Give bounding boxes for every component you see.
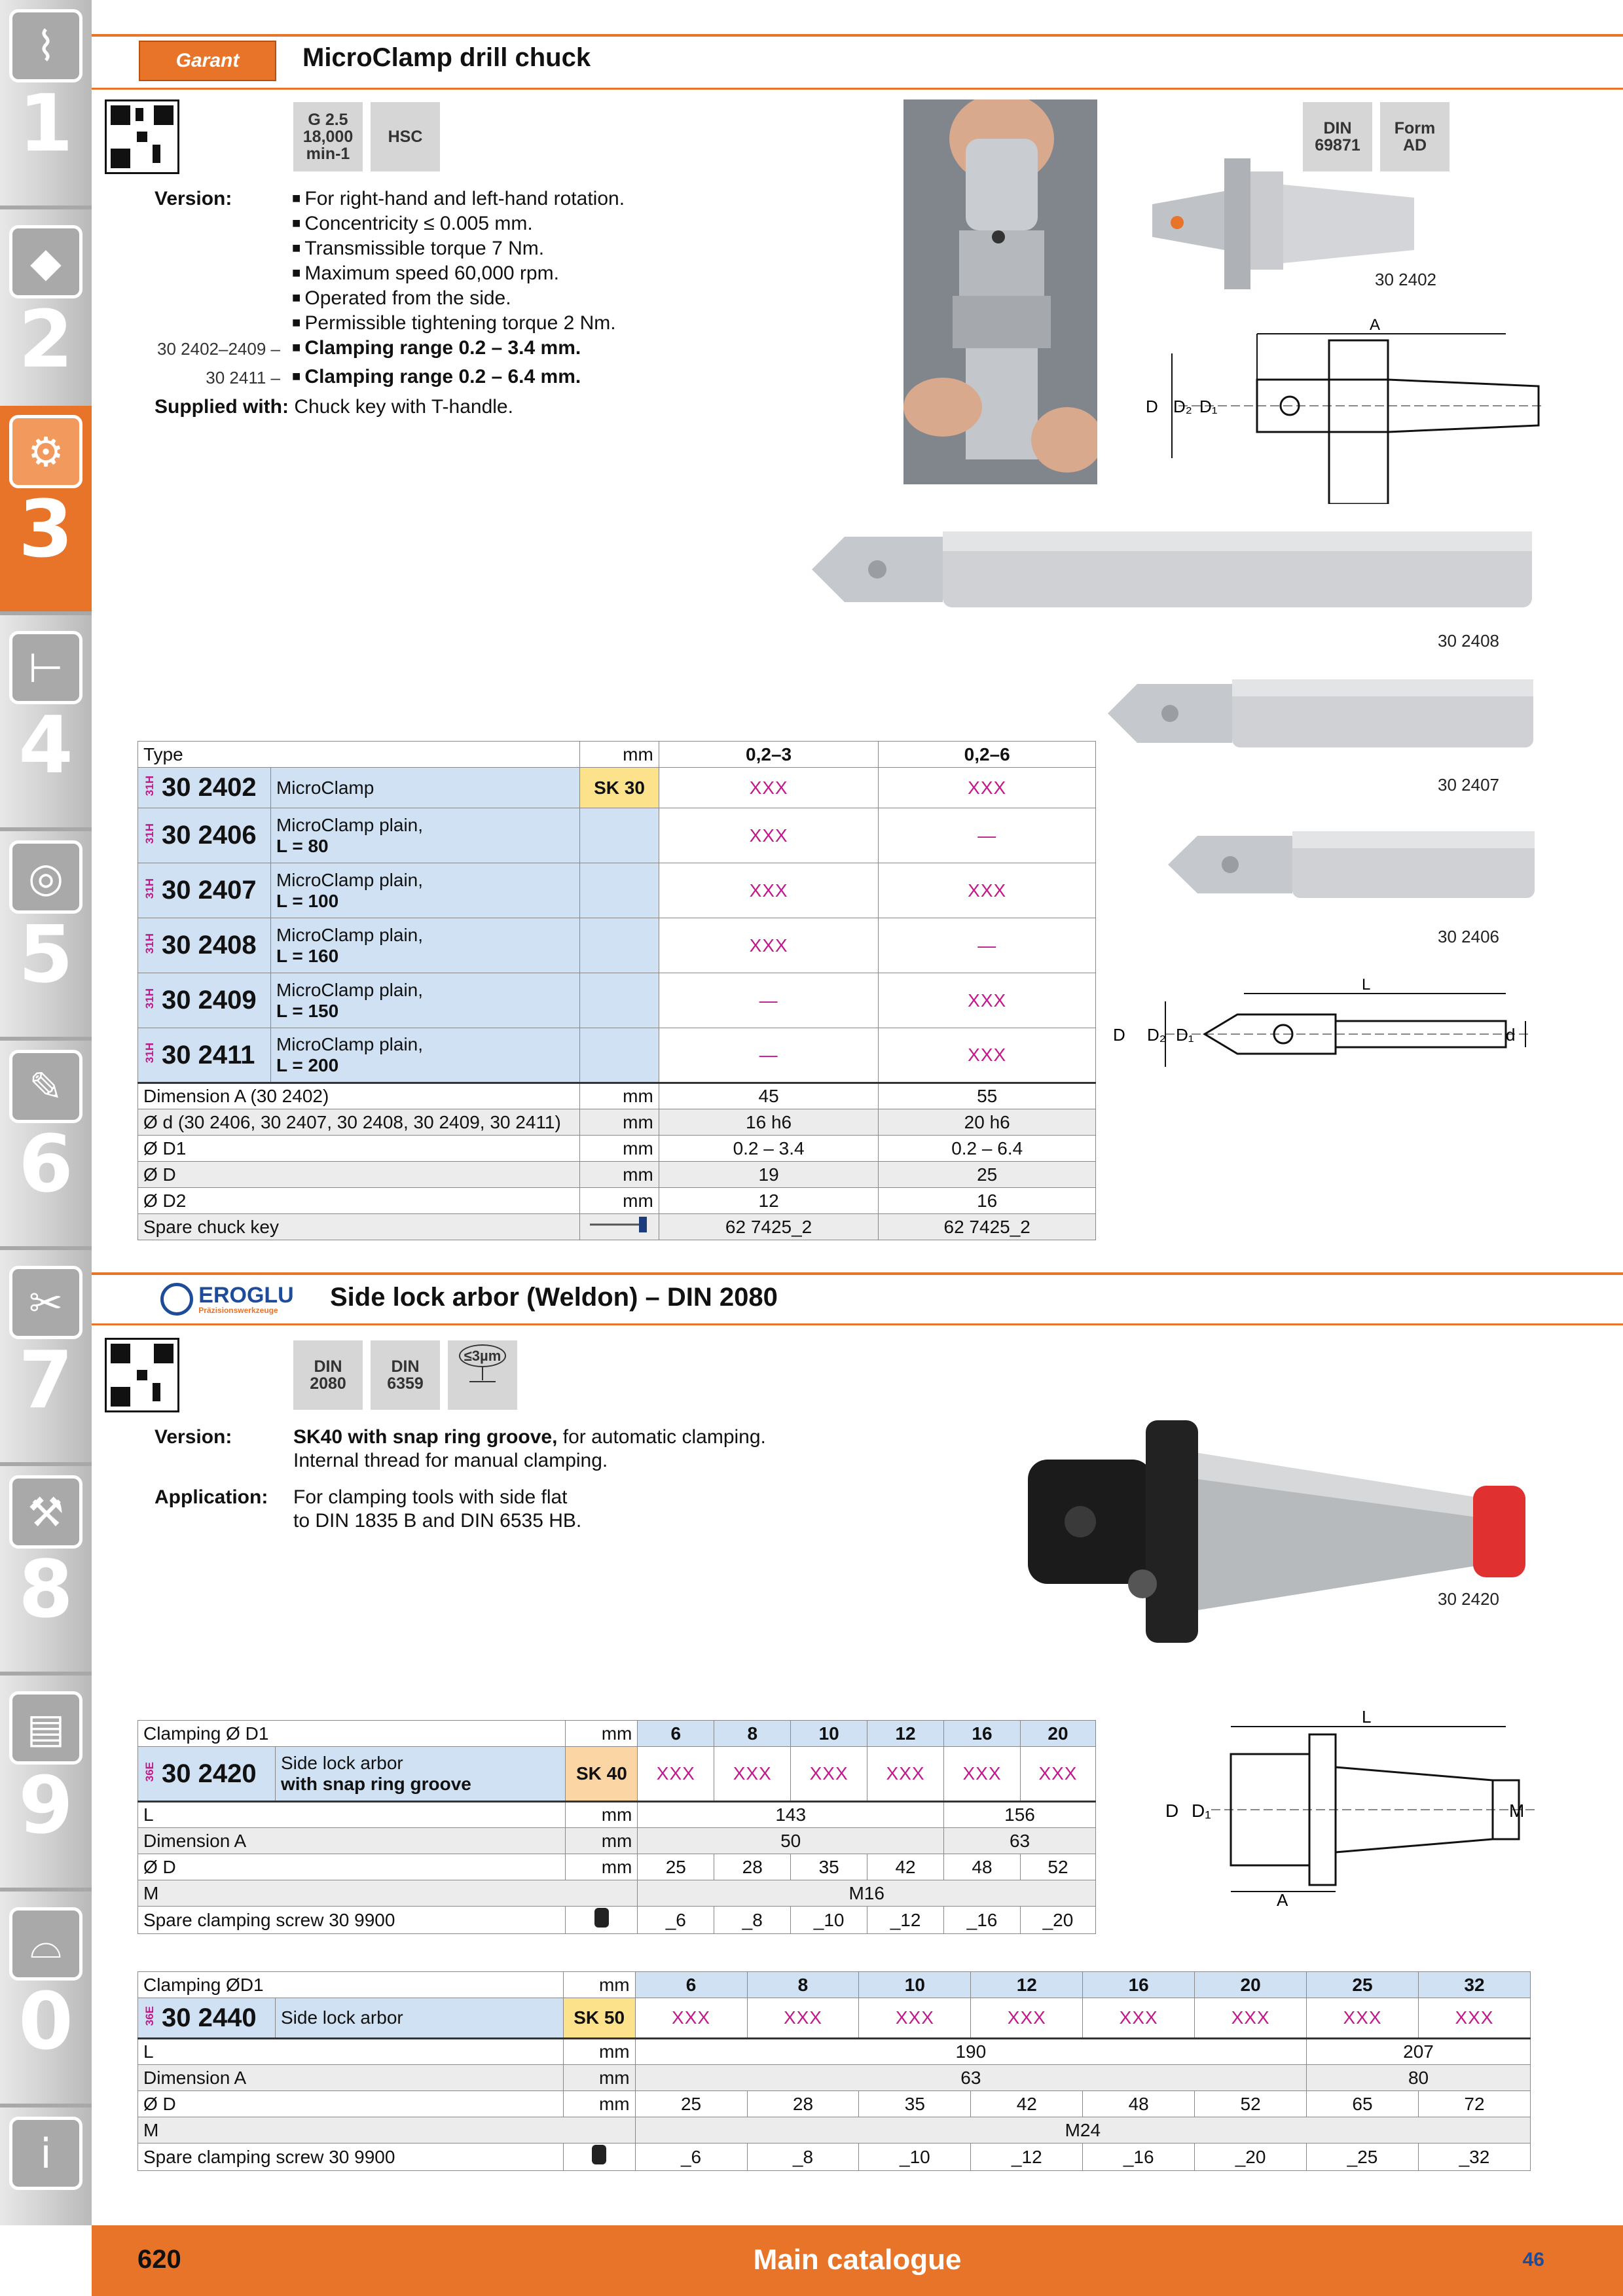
spec-row: Ø D mm 25 28 35 42 48 52 65 72 <box>138 2091 1531 2117</box>
sk50-arbor-table: Clamping ØD1 mm 6 8 10 12 16 20 25 32 36E 30 2440 Side lock arbor SK 50 XXX XXX XXX XXX XXX XXX XXX XXX L mm 190 207 Dimension A mm 63 80 Ø D mm 25 28 35 42 48 52 65 72 M M24 Spare clamping screw 30 9900 _6 _8 _10 _12 _16 _20 _25 _32 <box>137 1971 1531 2171</box>
feature-item: ■ Transmissible torque 7 Nm. <box>292 237 625 262</box>
article-number[interactable]: 30 2408 <box>162 931 257 960</box>
header-clamping: Clamping ØD1 <box>138 1972 564 1998</box>
chapter-number: 5 <box>18 910 73 1001</box>
header-type: Type <box>138 742 580 768</box>
feature-list <box>292 187 625 336</box>
tools-icon: ⚒ <box>9 1475 82 1549</box>
svg-text:D: D <box>1146 397 1158 416</box>
svg-text:L: L <box>1362 976 1371 994</box>
info-icon: i <box>9 2117 82 2190</box>
table-row[interactable]: 36E 30 2440 Side lock arbor SK 50 XXX XXX XXX XXX XXX XXX XXX XXX <box>138 1998 1531 2039</box>
caption-30-2408: 30 2408 <box>1438 631 1499 651</box>
din-2080-badge: DIN 2080 <box>293 1340 363 1410</box>
footer-title: Main catalogue <box>753 2244 962 2276</box>
section-underline <box>92 1323 1623 1325</box>
svg-text:D: D <box>1165 1801 1179 1821</box>
feature-item: ■ Permissible tightening torque 2 Nm. <box>292 312 625 336</box>
chapter-number: 9 <box>18 1761 73 1852</box>
chapter-number: 2 <box>18 295 73 386</box>
chapter-number: 7 <box>18 1335 73 1426</box>
chuck-icon: ⚙ <box>9 415 82 488</box>
feature-item: ■ Concentricity ≤ 0.005 mm. <box>292 212 625 237</box>
din-69871-badge: DIN 69871 <box>1303 102 1372 171</box>
table-row[interactable]: 31H 30 2406 MicroClamp plain, L = 80 XXX — <box>138 808 1096 863</box>
supplied-with: Supplied with: Chuck key with T-handle. <box>155 396 513 418</box>
spec-row: Ø D2 mm 12 16 <box>138 1188 1096 1214</box>
header-col2: 0,2–6 <box>879 742 1096 768</box>
header-unit: mm <box>580 742 659 768</box>
product-photo-30-2408 <box>805 524 1532 615</box>
table-row[interactable]: 31H 30 2407 MicroClamp plain, L = 100 XXX XXX <box>138 863 1096 918</box>
chuck-key-icon <box>580 1214 659 1240</box>
svg-text:A: A <box>1277 1890 1288 1910</box>
din-6359-badge: DIN 6359 <box>371 1340 440 1410</box>
product-photo-hand <box>903 99 1097 484</box>
chapter-number: 1 <box>18 79 73 170</box>
chapter-number: 0 <box>18 1977 73 2068</box>
article-number[interactable]: 30 2420 <box>162 1759 257 1788</box>
chapter-tab[interactable] <box>0 216 92 425</box>
section-divider <box>92 34 1623 37</box>
hsc-badge: HSC <box>371 102 440 171</box>
caption-30-2420: 30 2420 <box>1438 1589 1499 1609</box>
technical-drawing-sk30 <box>1113 314 1545 504</box>
chapter-number: 6 <box>18 1119 73 1210</box>
spec-row: Ø D1 mm 0.2 – 3.4 0.2 – 6.4 <box>138 1136 1096 1162</box>
spec-row: L mm 143 156 <box>138 1802 1096 1828</box>
chapter-tab[interactable] <box>0 1466 92 1676</box>
chapter-number: 3 <box>18 484 73 575</box>
svg-text:D₁: D₁ <box>1199 397 1218 416</box>
section-divider <box>92 1272 1623 1275</box>
drill-icon: ⌇ <box>9 9 82 82</box>
clamping-range-1: ■ Clamping range 0.2 – 3.4 mm. <box>292 336 581 361</box>
feature-item: ■ Operated from the side. <box>292 287 625 312</box>
chapter-tab[interactable] <box>0 1041 92 1250</box>
section-title: MicroClamp drill chuck <box>302 43 591 72</box>
caption-30-2406: 30 2406 <box>1438 927 1499 946</box>
clamping-range-2: ■ Clamping range 0.2 – 6.4 mm. <box>292 365 581 390</box>
version-label: Version: <box>155 1426 232 1448</box>
chapter-tab-strip <box>0 0 92 2225</box>
article-number[interactable]: 30 2409 <box>162 986 257 1014</box>
chapter-tab[interactable] <box>0 2108 92 2296</box>
section-number: 46 <box>1522 2249 1544 2270</box>
table-row[interactable]: 31H 30 2408 MicroClamp plain, L = 160 XXX — <box>138 918 1096 973</box>
speed-badge: G 2.5 18,000 min-1 <box>293 102 363 171</box>
spec-row: L mm 190 207 <box>138 2039 1531 2065</box>
svg-text:L: L <box>1362 1708 1372 1727</box>
table-row[interactable]: 31H 30 2402 MicroClamp SK 30 XXX XXX <box>138 768 1096 808</box>
eroglu-logo: EROGLU Präzisionswerkzeuge <box>139 1279 316 1319</box>
runout-icon <box>463 1367 502 1387</box>
spec-row: M M16 <box>138 1880 1096 1907</box>
svg-text:d: d <box>1506 1025 1516 1045</box>
caption-30-2402: 30 2402 <box>1375 270 1436 289</box>
qr-code[interactable] <box>105 1338 179 1412</box>
spec-row: Ø D mm 19 25 <box>138 1162 1096 1188</box>
wrench-icon: ✎ <box>9 1050 82 1123</box>
safety-glasses-icon: ⌓ <box>9 1907 82 1981</box>
article-number[interactable]: 30 2402 <box>162 773 257 802</box>
caption-30-2407: 30 2407 <box>1438 775 1499 795</box>
application-text: For clamping tools with side flat to DIN 1835 B and DIN 6535 HB. <box>293 1486 582 1532</box>
svg-text:D: D <box>1113 1025 1125 1045</box>
spec-row: Dimension A (30 2402) mm 45 55 <box>138 1083 1096 1109</box>
chapter-tab[interactable] <box>0 622 92 831</box>
section-underline <box>92 88 1623 90</box>
grinding-disc-icon: ◎ <box>9 840 82 914</box>
insert-icon: ◆ <box>9 225 82 298</box>
article-number[interactable]: 30 2406 <box>162 821 257 850</box>
brand-name: Garant <box>175 50 240 71</box>
product-photo-30-2406 <box>1161 826 1535 903</box>
table-row[interactable]: 31H 30 2409 MicroClamp plain, L = 150 — XXX <box>138 973 1096 1028</box>
article-number[interactable]: 30 2411 <box>162 1040 255 1069</box>
chapter-tab[interactable] <box>0 1257 92 1466</box>
chapter-tab[interactable] <box>0 0 92 209</box>
chapter-tab[interactable] <box>0 831 92 1041</box>
spec-row: Spare clamping screw 30 9900 _6 _8 _10 _12 _16 _20 _25 _32 <box>138 2144 1531 2171</box>
application-label: Application: <box>155 1486 268 1508</box>
form-ad-badge: Form AD <box>1380 102 1450 171</box>
chapter-tab[interactable] <box>0 1898 92 2108</box>
svg-text:M: M <box>1509 1801 1525 1821</box>
chapter-tab[interactable] <box>0 406 92 615</box>
sk-badge: SK 30 <box>580 768 659 808</box>
version-text: SK40 with snap ring groove, for automatic clamping. Internal thread for manual clamping. <box>293 1426 766 1471</box>
feature-item: ■ Maximum speed 60,000 rpm. <box>292 262 625 287</box>
technical-drawing-arbor <box>1152 1708 1539 1911</box>
range-prefix: 30 2411 – <box>206 368 280 387</box>
chapter-number: 8 <box>18 1545 73 1636</box>
spec-row: Ø D mm 25 28 35 42 48 52 <box>138 1854 1096 1880</box>
caliper-icon: ⊢ <box>9 631 82 704</box>
section-title: Side lock arbor (Weldon) – DIN 2080 <box>330 1283 778 1312</box>
screw-icon <box>563 2144 635 2171</box>
sk-badge: SK 40 <box>566 1747 638 1802</box>
article-number[interactable]: 30 2440 <box>162 2003 257 2032</box>
product-photo-30-2420 <box>1015 1414 1545 1649</box>
runout-badge: ≤3µm <box>448 1340 517 1410</box>
page-number: 620 <box>137 2245 181 2274</box>
svg-text:D₁: D₁ <box>1192 1801 1211 1821</box>
chapter-tab[interactable] <box>0 1682 92 1892</box>
sk40-arbor-table: Clamping Ø D1 mm 6 8 10 12 16 20 36E 30 2420 Side lock arbor with snap ring groove SK 40 XXX XXX XXX XXX XXX XXX L mm 143 156 Dimension A mm 50 63 Ø D mm 25 28 35 42 48 52 M M16 Spare clamping screw 30 9900 _6 _8 _10 _12 _16 _20 <box>137 1720 1096 1934</box>
spec-row: Ø d (30 2406, 30 2407, 30 2408, 30 2409, 30 2411) mm 16 h6 20 h6 <box>138 1109 1096 1136</box>
header-col1: 0,2–3 <box>659 742 879 768</box>
header-clamping: Clamping Ø D1 <box>138 1721 566 1747</box>
feature-item: ■ For right-hand and left-hand rotation. <box>292 187 625 212</box>
spec-row: M M24 <box>138 2117 1531 2144</box>
svg-text:D₂: D₂ <box>1173 397 1192 416</box>
svg-text:D₂: D₂ <box>1147 1025 1166 1045</box>
range-prefix: 30 2402–2409 – <box>157 339 280 359</box>
svg-text:A: A <box>1369 316 1381 334</box>
qr-code[interactable] <box>105 99 179 174</box>
screw-icon <box>566 1907 638 1934</box>
spec-row: Spare chuck key 62 7425_2 62 7425_2 <box>138 1214 1096 1240</box>
spec-row: Dimension A mm 50 63 <box>138 1828 1096 1854</box>
garant-logo <box>139 41 276 81</box>
product-photo-30-2407 <box>1101 674 1533 753</box>
svg-text:D₁: D₁ <box>1176 1025 1194 1045</box>
page-footer <box>92 2225 1623 2296</box>
chapter-number: 4 <box>18 700 73 791</box>
microclamp-table <box>137 741 1096 1240</box>
table-row[interactable]: 31H 30 2411 MicroClamp plain, L = 200 — XXX <box>138 1028 1096 1083</box>
version-label: Version: <box>155 188 232 209</box>
sk-badge: SK 50 <box>563 1998 635 2039</box>
table-row[interactable]: 36E 30 2420 Side lock arbor with snap ring groove SK 40 XXX XXX XXX XXX XXX XXX <box>138 1747 1096 1802</box>
technical-drawing-shank <box>1113 975 1545 1086</box>
spec-row: Spare clamping screw 30 9900 _6 _8 _10 _12 _16 _20 <box>138 1907 1096 1934</box>
spec-row: Dimension A mm 63 80 <box>138 2065 1531 2091</box>
pliers-icon: ✂ <box>9 1266 82 1339</box>
cabinet-icon: ▤ <box>9 1691 82 1765</box>
article-number[interactable]: 30 2407 <box>162 876 257 905</box>
